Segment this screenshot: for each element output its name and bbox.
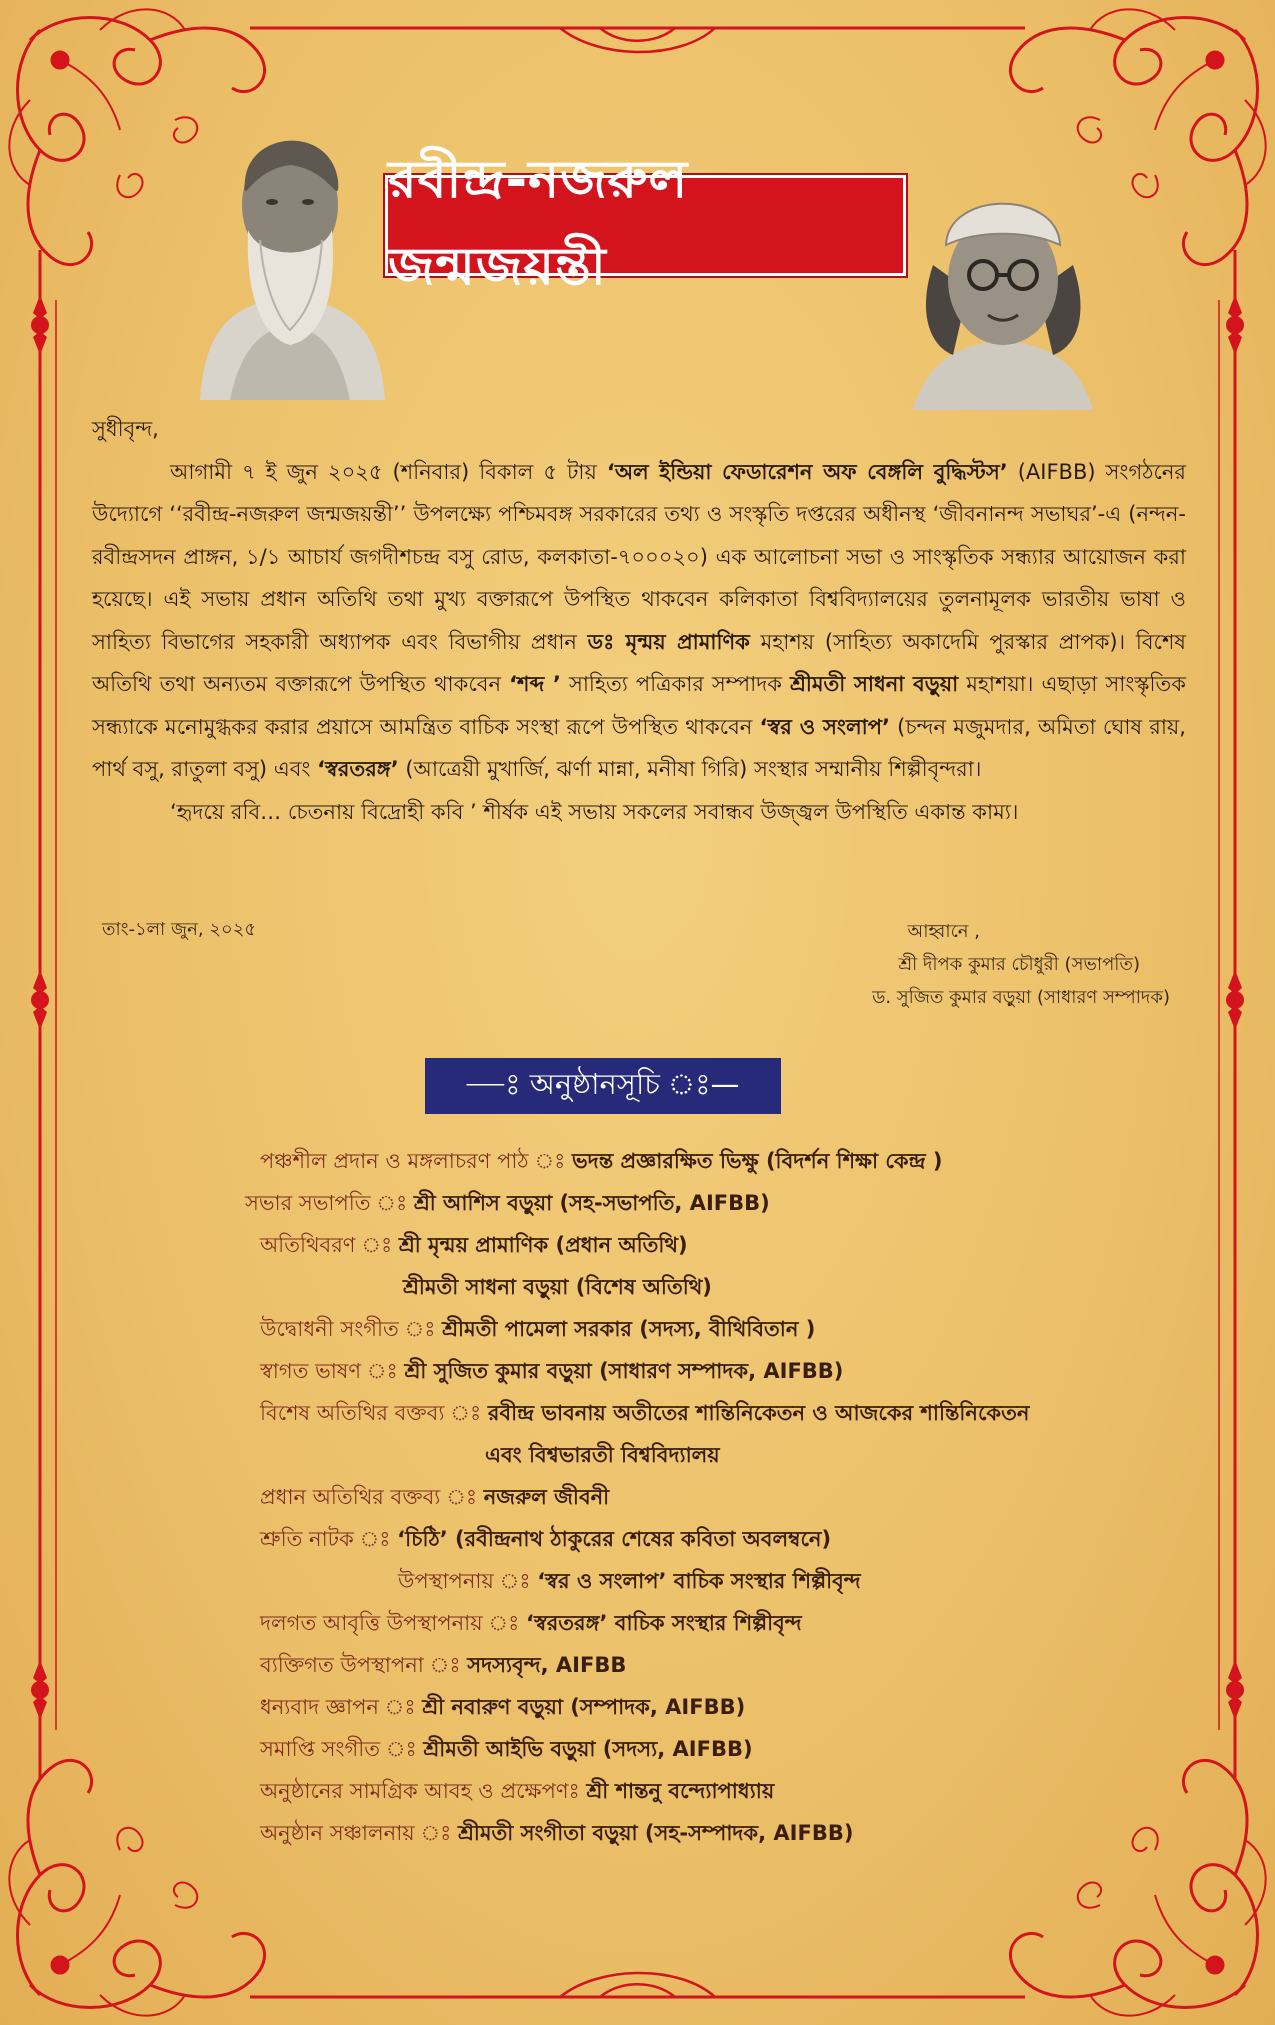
program-title-banner xyxy=(425,1058,781,1114)
program-item: সভার সভাপতি ঃ শ্রী আশিস বড়ুয়া (সহ-সভাপতি, AIFBB) xyxy=(245,1191,770,1215)
program-item: অতিথিবরণ ঃ শ্রী মৃন্ময় প্রামাণিক (প্রধান অতিথি) xyxy=(260,1233,688,1257)
signature-secretary: ড. সুজিত কুমার বড়ুয়া (সাধারণ সম্পাদক) xyxy=(872,987,1170,1008)
program-item: প্রধান অতিথির বক্তব্য ঃ নজরুল জীবনী xyxy=(260,1485,610,1509)
letter-closing: ‘হৃদয়ে রবি… চেতনায় বিদ্রোহী কবি ’ শীর্ষক এই সভায় সকলের সবান্ধব উজ্জ্বল উপস্থিতি একান্ত কাম্য। xyxy=(170,799,1019,824)
letter-body: আগামী ৭ ই জুন ২০২৫ (শনিবার) বিকাল ৫ টায় ‘অল ইন্ডিয়া ফেডারেশন অফ বেঙ্গলি বুদ্ধিস্টস’ (AIFBB) সংগঠনের উদ্যোগে ‘‘রবীন্দ্র-নজরুল জন্মজয়ন্তী’’ উপলক্ষ্যে পশ্চিমবঙ্গ সরকারের তথ্য ও সংস্কৃতি দপ্তরের অধীনস্থ ‘জীবনানন্দ সভাঘর’-এ (নন্দন-রবীন্দ্রসদন প্রাঙ্গন, ১/১ আচার্য জগদীশচন্দ্র বসু রোড, কলকাতা-৭০০০২০) এক আলোচনা সভা ও সাংস্কৃতিক সন্ধ্যার আয়োজন করা হয়েছে। এই সভায় প্রধান অতিথি তথা মুখ্য বক্তারূপে উপস্থিত থাকবেন কলিকাতা বিশ্ববিদ্যালয়ের তুলনামূলক ভারতীয় ভাষা ও সাহিত্য বিভাগের সহকারী অধ্যাপক এবং বিভাগীয় প্রধান ডঃ মৃন্ময় প্রামাণিক মহাশয় (সাহিত্য অকাদেমি পুরস্কার প্রাপক)। বিশেষ অতিথি তথা অন্যতম বক্তারূপে উপস্থিত থাকবেন ‘শব্দ ’ সাহিত্য পত্রিকার সম্পাদক শ্রীমতী সাধনা বড়ুয়া মহাশয়া। এছাড়া সাংস্কৃতিক সন্ধ্যাকে মনোমুগ্ধকর করার প্রয়াসে আমন্ত্রিত বাচিক সংস্থা রূপে উপস্থিত থাকবেন ‘স্বর ও সংলাপ’ (চন্দন মজুমদার, অমিতা ঘোষ রায়, পার্থ বসু, রাতুলা বসু) এবং ‘স্বরতরঙ্গ’ (আত্রেয়ী মুখার্জি, ঝর্ণা মান্না, মনীষা গিরি) সংস্থার সম্মানীয় শিল্পীবৃন্দরা। xyxy=(92,459,1186,781)
signature-heading: আহ্বানে , xyxy=(907,921,980,942)
program-item: শ্রুতি নাটক ঃ ‘চিঠি’ (রবীন্দ্রনাথ ঠাকুরের শেষের কবিতা অবলম্বনে) xyxy=(260,1527,832,1551)
program-item: শ্রীমতী সাধনা বড়ুয়া (বিশেষ অতিথি) xyxy=(403,1275,712,1299)
program-item: পঞ্চশীল প্রদান ও মঙ্গলাচরণ পাঠ ঃ ভদন্ত প্রজ্ঞারক্ষিত ভিক্ষু (বিদর্শন শিক্ষা কেন্দ্র ) xyxy=(260,1149,943,1173)
program-item: সমাপ্তি সংগীত ঃ শ্রীমতী আইভি বড়ুয়া (সদস্য, AIFBB) xyxy=(260,1737,753,1761)
event-title: রবীন্দ্র-নজরুল জন্মজয়ন্তী xyxy=(388,149,689,297)
rabindranath-portrait xyxy=(190,110,390,400)
signature-president: শ্রী দীপক কুমার চৌধুরী (সভাপতি) xyxy=(898,954,1140,975)
program-item: বিশেষ অতিথির বক্তব্য ঃ রবীন্দ্র ভাবনায় অতীতের শান্তিনিকেতন ও আজকের শান্তিনিকেতন xyxy=(260,1401,1030,1425)
program-item: ধন্যবাদ জ্ঞাপন ঃ শ্রী নবারুণ বড়ুয়া (সম্পাদক, AIFBB) xyxy=(260,1695,746,1719)
program-item: ব্যক্তিগত উপস্থাপনা ঃ সদস্যবৃন্দ, AIFBB xyxy=(260,1653,627,1677)
nazrul-portrait xyxy=(908,170,1098,410)
program-item: উদ্বোধনী সংগীত ঃ শ্রীমতী পামেলা সরকার (সদস্য, বীথিবিতান ) xyxy=(260,1317,816,1341)
program-title: —ঃ অনুষ্ঠানসূচি ঃ— xyxy=(466,1066,740,1101)
program-item: উপস্থাপনায় ঃ ‘স্বর ও সংলাপ’ বাচিক সংস্থার শিল্পীবৃন্দ xyxy=(398,1569,861,1593)
invitation-letter xyxy=(92,408,1186,833)
program-item: অনুষ্ঠান সঞ্চালনায় ঃ শ্রীমতী সংগীতা বড়ুয়া (সহ-সম্পাদক, AIFBB) xyxy=(260,1821,854,1845)
program-item: এবং বিশ্বভারতী বিশ্ববিদ্যালয় xyxy=(485,1443,720,1467)
program-item: দলগত আবৃত্তি উপস্থাপনায় ঃ ‘স্বরতরঙ্গ’ বাচিক সংস্থার শিল্পীবৃন্দ xyxy=(260,1611,802,1635)
salutation: সুধীবৃন্দ, xyxy=(92,417,159,441)
program-item: অনুষ্ঠানের সামগ্রিক আবহ ও প্রক্ষেপণঃ শ্রী শান্তনু বন্দ্যোপাধ্যায় xyxy=(260,1779,775,1803)
event-title-banner xyxy=(385,149,906,297)
program-item: স্বাগত ভাষণ ঃ শ্রী সুজিত কুমার বড়ুয়া (সাধারণ সম্পাদক, AIFBB) xyxy=(260,1359,844,1383)
signature-block xyxy=(872,915,1170,1014)
letter-date: তাং-১লা জুন, ২০২৫ xyxy=(102,919,257,940)
